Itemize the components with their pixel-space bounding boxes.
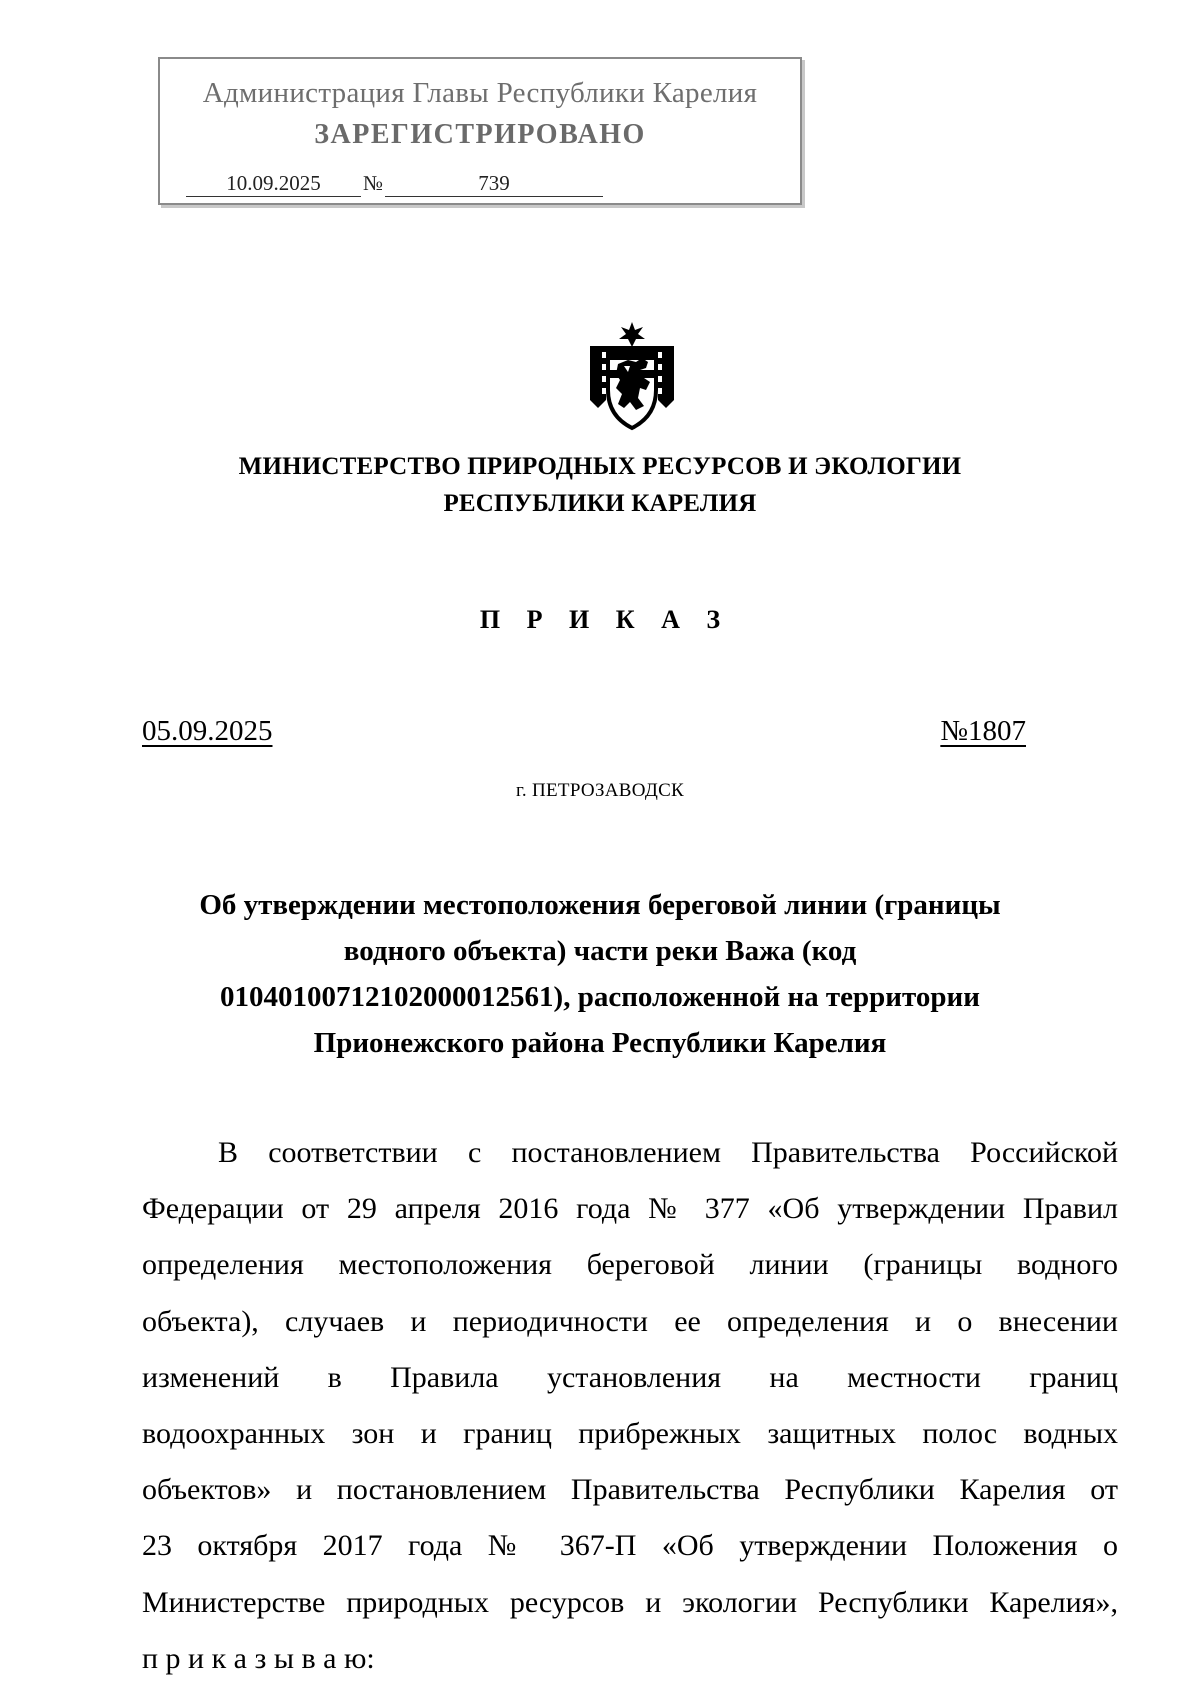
body-line: В соответствии с постановлением Правительства Российской — [218, 1136, 1118, 1169]
stamp-number-label: № — [363, 171, 384, 195]
stamp-status: ЗАРЕГИСТРИРОВАНО — [314, 119, 646, 150]
stamp-registration-line — [186, 171, 603, 197]
stamp-date: 10.09.2025 — [186, 171, 361, 197]
subject-line: водного объекта) части реки Важа (код — [343, 935, 857, 967]
subject-line: 01040100712102000012561), расположенной на территории — [220, 981, 980, 1013]
stamp-number: 739 — [385, 171, 603, 197]
subject-line: Прионежского района Республики Карелия — [313, 1027, 887, 1059]
document-type: П Р И К А З — [479, 605, 731, 634]
body-line-ordering: п р и к а з ы в а ю: — [142, 1641, 375, 1675]
ministry-name-line2: РЕСПУБЛИКИ КАРЕЛИЯ — [443, 490, 757, 517]
order-number: №1807 — [940, 715, 1026, 747]
city: г. ПЕТРОЗАВОДСК — [515, 780, 685, 801]
order-date: 05.09.2025 — [142, 715, 273, 747]
stamp-organization: Администрация Главы Республики Карелия — [202, 77, 758, 109]
body-line: объекта), случаев и периодичности ее определения и о внесении — [142, 1304, 1118, 1338]
body-line: Министерстве природных ресурсов и экологии Республики Карелия», — [142, 1585, 1118, 1619]
body-line: 23 октября 2017 года № 367-П «Об утверждении Положения о — [142, 1529, 1118, 1563]
registration-stamp — [158, 57, 802, 205]
body-line: изменений в Правила установления на местности границ — [142, 1360, 1118, 1394]
ministry-name-line1: МИНИСТЕРСТВО ПРИРОДНЫХ РЕСУРСОВ И ЭКОЛОГИИ — [238, 453, 962, 480]
subject-line: Об утверждении местоположения береговой линии (границы — [199, 889, 1001, 921]
order-subject — [0, 882, 1200, 1066]
body-line: Федерации от 29 апреля 2016 года № 377 «Об утверждении Правил — [142, 1192, 1118, 1226]
order-body — [142, 1125, 1118, 1687]
body-line: водоохранных зон и границ прибрежных защитных полос водных — [142, 1416, 1118, 1450]
body-line: объектов» и постановлением Правительства Республики Карелия от — [142, 1473, 1118, 1507]
karelia-coat-of-arms-icon — [584, 320, 680, 432]
body-line: определения местоположения береговой линии (границы водного — [142, 1248, 1118, 1282]
